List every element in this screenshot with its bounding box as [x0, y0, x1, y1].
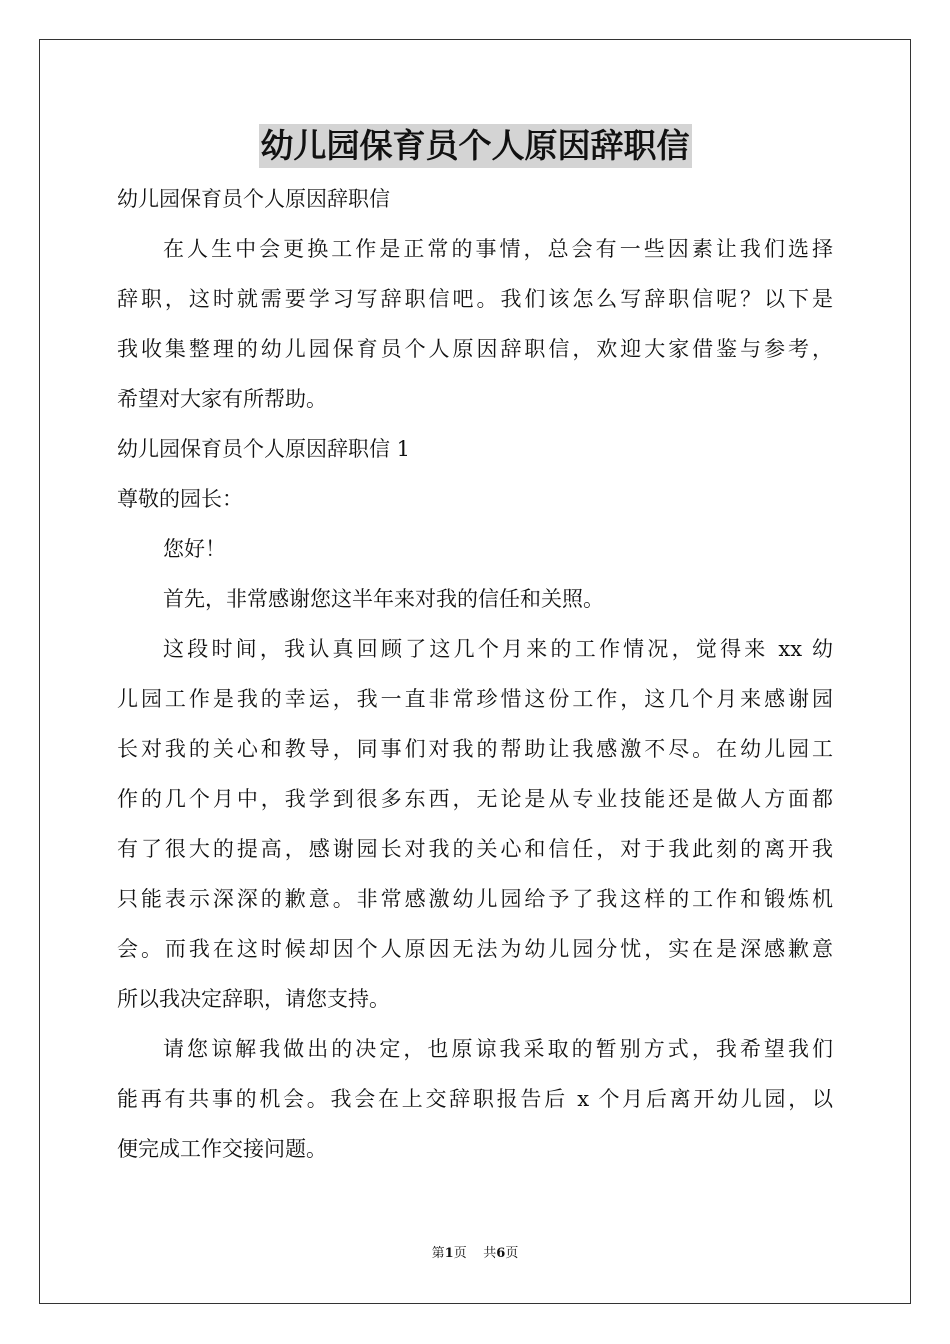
total-suffix: 页 — [505, 1246, 519, 1261]
body-line: 幼儿园保育员个人原因辞职信 — [117, 187, 390, 211]
body-line: 我收集整理的幼儿园保育员个人原因辞职信，欢迎大家借鉴与参考， — [117, 337, 833, 361]
document-body — [117, 174, 833, 1174]
document-title: 幼儿园保育员个人原因辞职信 — [259, 124, 692, 168]
section-heading: 幼儿园保育员个人原因辞职信 1 — [117, 437, 411, 461]
body-line: 这段时间，我认真回顾了这几个月来的工作情况，觉得来 xx 幼 — [163, 637, 833, 661]
body-line: 在人生中会更换工作是正常的事情，总会有一些因素让我们选择 — [163, 237, 833, 261]
page-suffix: 页 — [453, 1246, 467, 1261]
body-line: 能再有共事的机会。我会在上交辞职报告后 x 个月后离开幼儿园，以 — [117, 1087, 833, 1111]
page-footer — [0, 1244, 950, 1264]
body-line: 作的几个月中，我学到很多东西，无论是从专业技能还是做人方面都 — [117, 787, 833, 811]
body-line: 所以我决定辞职，请您支持。 — [117, 987, 390, 1011]
body-line: 便完成工作交接问题。 — [117, 1137, 327, 1161]
body-line: 请您谅解我做出的决定，也原谅我采取的暂别方式，我希望我们 — [163, 1037, 833, 1061]
body-line: 首先，非常感谢您这半年来对我的信任和关照。 — [163, 587, 604, 611]
greeting: 您好！ — [163, 537, 226, 561]
body-line: 儿园工作是我的幸运，我一直非常珍惜这份工作，这几个月来感谢园 — [117, 687, 833, 711]
body-line: 会。而我在这时候却因个人原因无法为幼儿园分忧，实在是深感歉意 — [117, 937, 833, 961]
page-prefix: 第 — [431, 1246, 445, 1261]
body-line: 长对我的关心和教导，同事们对我的帮助让我感激不尽。在幼儿园工 — [117, 737, 833, 761]
title-wrap — [0, 124, 950, 168]
total-pages: 6 — [496, 1246, 506, 1261]
body-line: 辞职，这时就需要学习写辞职信吧。我们该怎么写辞职信呢？以下是 — [117, 287, 833, 311]
page-number: 1 — [444, 1246, 454, 1261]
salutation: 尊敬的园长： — [117, 487, 243, 511]
total-prefix: 共 — [483, 1246, 497, 1261]
body-line: 希望对大家有所帮助。 — [117, 387, 327, 411]
body-line: 有了很大的提高，感谢园长对我的关心和信任，对于我此刻的离开我 — [117, 837, 833, 861]
body-line: 只能表示深深的歉意。非常感激幼儿园给予了我这样的工作和锻炼机 — [117, 887, 833, 911]
